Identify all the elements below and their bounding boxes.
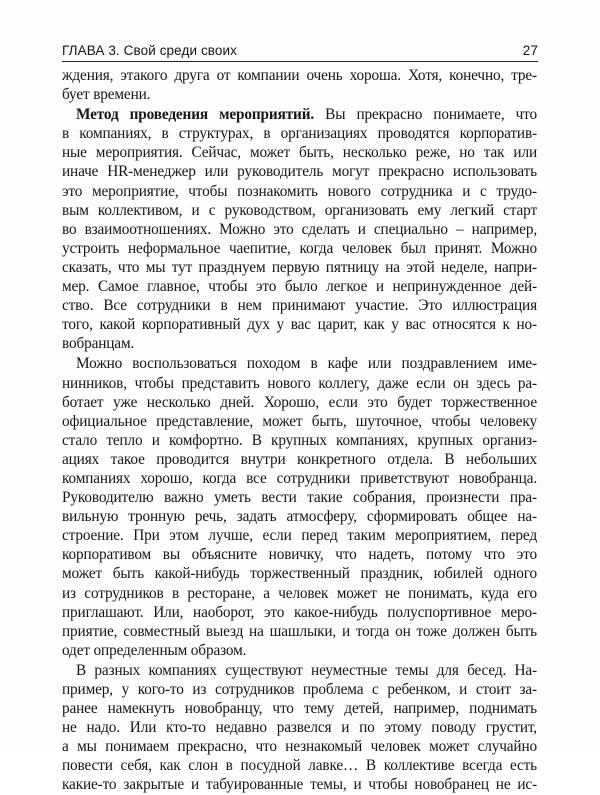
paragraph: [62, 354, 537, 660]
text-line: В разных компаниях существуют неуместные темы для бесед. На-: [76, 661, 537, 679]
text-fragment: Вы прекрасно понимаете, что: [314, 106, 537, 124]
text-line: приятие, совместный выезд на шашлыки, и тогда он тоже должен быть: [62, 622, 537, 640]
text-line: компаниях хорошо, когда все сотрудники приветствуют новобранца.: [62, 469, 537, 487]
text-line: а мы понимаем прекрасно, что незнакомый человек может случайно: [62, 738, 537, 756]
text-line: корпоративом вы объясните новичку, что надеть, потому что это: [62, 546, 537, 564]
paragraph-lead-heading: Метод проведения мероприятий.: [76, 106, 315, 124]
text-line: ранее намекнуть новобранцу, что тему детей, например, поднимать: [62, 700, 537, 718]
text-line: не надо. Или кто-то недавно развелся и по этому поводу грустит,: [62, 719, 537, 737]
text-line: того, какой корпоративный дух у вас царит, как у вас относятся к но-: [62, 316, 537, 334]
text-line: из сотрудников в ресторане, а человек может не понимать, куда его: [62, 584, 537, 602]
text-line: строение. При этом лучше, если перед таким мероприятием, перед: [62, 527, 537, 545]
chapter-title: ГЛАВА 3. Свой среди своих: [62, 43, 238, 58]
text-line: вильную тронную речь, задать атмосферу, сформировать общее на-: [62, 508, 537, 526]
text-line: вым коллективом, и с руководством, организовать ему легкий старт: [62, 201, 537, 219]
text-line: сказать, что мы тут празднуем первую пятницу на этой неделе, напри-: [62, 258, 537, 276]
page-number: 27: [522, 43, 538, 58]
text-line: одет определенным образом.: [62, 641, 247, 659]
paragraph: [62, 661, 537, 795]
header-rule: [62, 61, 538, 62]
text-line: какие-то закрытые и табуированные темы, и чтобы новобранец не ис-: [62, 776, 537, 794]
text-line: ждения, этакого друга от компании очень хороша. Хотя, конечно, тре-: [62, 67, 537, 84]
text-line: это мероприятие, чтобы познакомить нового сотрудника и с трудо-: [62, 182, 537, 200]
text-line: вобранцам.: [62, 335, 135, 353]
text-line: бует времени.: [62, 86, 151, 104]
text-line: в компаниях, в структурах, в организациях проводятся корпоратив-: [62, 125, 537, 143]
text-line: приглашают. Или, наоборот, это какое-нибудь полуспортивное меро-: [62, 603, 537, 621]
text-line: мер. Самое главное, чтобы это было легкое и непринужденное дей-: [62, 278, 537, 296]
text-line: повести себя, как слон в посудной лавке… В коллективе всегда есть: [62, 757, 537, 775]
text-line: ботает уже несколько дней. Хорошо, если это будет торжественное: [62, 393, 537, 411]
text-line: пример, у кого-то из сотрудников проблема с ребенком, и стоит за-: [62, 681, 537, 698]
text-line: ство. Все сотрудники в нем принимают участие. Это иллюстрация: [62, 297, 537, 315]
running-header: [62, 36, 538, 58]
text-line: иначе HR-менеджер или руководитель могут прекрасно использовать: [62, 163, 537, 181]
text-line: устроить неформальное чаепитие, когда человек был принят. Можно: [62, 239, 537, 257]
text-line: может быть какой-нибудь торжественный праздник, юбилей одного: [62, 565, 537, 583]
text-line: ациях такое проводится внутри конкретного отдела. В небольших: [62, 450, 537, 468]
text-line: ные мероприятия. Сейчас, может быть, несколько реже, но так или: [62, 144, 537, 162]
text-line: [62, 105, 537, 124]
text-line: Можно воспользоваться походом в кафе или поздравлением име-: [76, 355, 537, 373]
text-line: стало тепло и комфортно. В крупных компаниях, крупных организ-: [62, 431, 537, 449]
text-line: нинников, чтобы представить нового коллегу, даже если он здесь ра-: [62, 374, 537, 392]
text-line: официальное представление, может быть, шуточное, чтобы человеку: [62, 412, 537, 430]
page-body: [62, 66, 537, 795]
text-line: Руководителю важно уметь вести такие собрания, произнести пра-: [62, 489, 537, 507]
paragraph: [62, 105, 537, 353]
paragraph: [62, 66, 537, 104]
text-line: во взаимоотношениях. Можно это сделать и специально – например,: [62, 220, 537, 238]
